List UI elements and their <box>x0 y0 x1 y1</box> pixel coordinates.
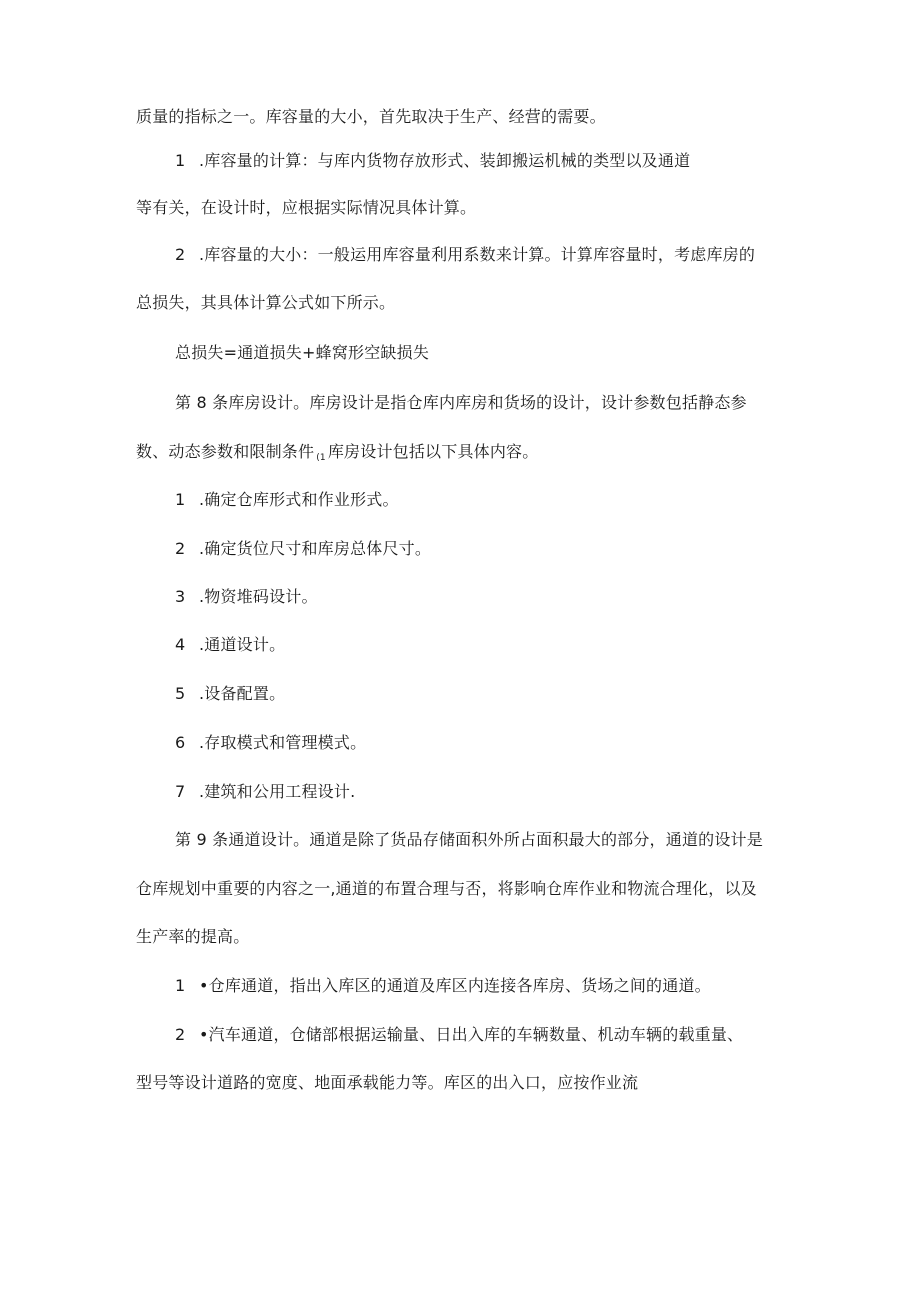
list-item-line <box>175 634 835 656</box>
text: 质量的指标之一。库容量的大小，首先取决于生产、经营的需要。 <box>136 107 606 126</box>
formula-line <box>175 342 835 364</box>
list-item-line <box>175 150 835 172</box>
paragraph-line <box>136 1072 796 1094</box>
text: 第 8 条库房设计。库房设计是指仓库内库房和货场的设计，设计参数包括静态参 <box>175 393 747 412</box>
list-item-line <box>175 489 835 511</box>
text: 等有关，在设计时，应根据实际情况具体计算。 <box>136 198 477 217</box>
text: 总损失=通道损失+蜂窝形空缺损失 <box>175 343 430 362</box>
text: .设备配置。 <box>199 684 286 703</box>
text: 型号等设计道路的宽度、地面承载能力等。库区的出入口，应按作业流 <box>136 1073 639 1092</box>
text: .存取模式和管理模式。 <box>199 733 367 752</box>
paragraph-line <box>136 441 796 469</box>
text: 仓库规划中重要的内容之一,通道的布置合理与否，将影响仓库作业和物流合理化，以及 <box>136 879 757 898</box>
item-number: 2 <box>175 539 186 558</box>
item-number: 2 <box>175 245 186 264</box>
item-number: 1 <box>175 490 186 509</box>
section-heading-line <box>175 392 835 414</box>
list-item-line <box>175 975 835 997</box>
list-item-line <box>175 683 835 705</box>
item-number: 4 <box>175 635 186 654</box>
list-item-line <box>175 586 835 608</box>
list-item-line <box>175 1024 835 1046</box>
paragraph-line <box>136 197 796 219</box>
item-number: 1 <box>175 976 186 995</box>
list-item-line <box>175 244 835 266</box>
item-number: 1 <box>175 151 186 170</box>
text: •汽车通道，仓储部根据运输量、日出入库的车辆数量、机动车辆的载重量、 <box>199 1025 744 1044</box>
text: 数、动态参数和限制条件 <box>136 442 315 461</box>
text: .库容量的计算：与库内货物存放形式、装卸搬运机械的类型以及通道 <box>199 151 691 170</box>
text: 库房设计包括以下具体内容。 <box>327 442 539 461</box>
text: .库容量的大小：一般运用库容量利用系数来计算。计算库容量时，考虑库房的 <box>199 245 756 264</box>
subscript-mark: (1 <box>316 453 326 463</box>
item-number: 3 <box>175 587 186 606</box>
text: .确定货位尺寸和库房总体尺寸。 <box>199 539 432 558</box>
text: .通道设计。 <box>199 635 286 654</box>
item-number: 2 <box>175 1025 186 1044</box>
item-number: 5 <box>175 684 186 703</box>
paragraph-line <box>136 292 796 314</box>
list-item-line <box>175 732 835 754</box>
text: .确定仓库形式和作业形式。 <box>199 490 399 509</box>
paragraph-line <box>136 926 796 948</box>
item-number: 6 <box>175 733 186 752</box>
paragraph-line <box>136 878 796 900</box>
text: •仓库通道，指出入库区的通道及库区内连接各库房、货场之间的通道。 <box>199 976 711 995</box>
text: 总损失，其具体计算公式如下所示。 <box>136 293 396 312</box>
section-heading-line <box>175 829 835 851</box>
text: 生产率的提高。 <box>136 927 250 946</box>
list-item-line <box>175 538 835 560</box>
item-number: 7 <box>175 782 186 801</box>
text: .建筑和公用工程设计. <box>199 782 356 801</box>
text: .物资堆码设计。 <box>199 587 318 606</box>
text: 第 9 条通道设计。通道是除了货品存储面积外所占面积最大的部分，通道的设计是 <box>175 830 763 849</box>
paragraph-line <box>136 106 796 128</box>
list-item-line <box>175 781 835 803</box>
